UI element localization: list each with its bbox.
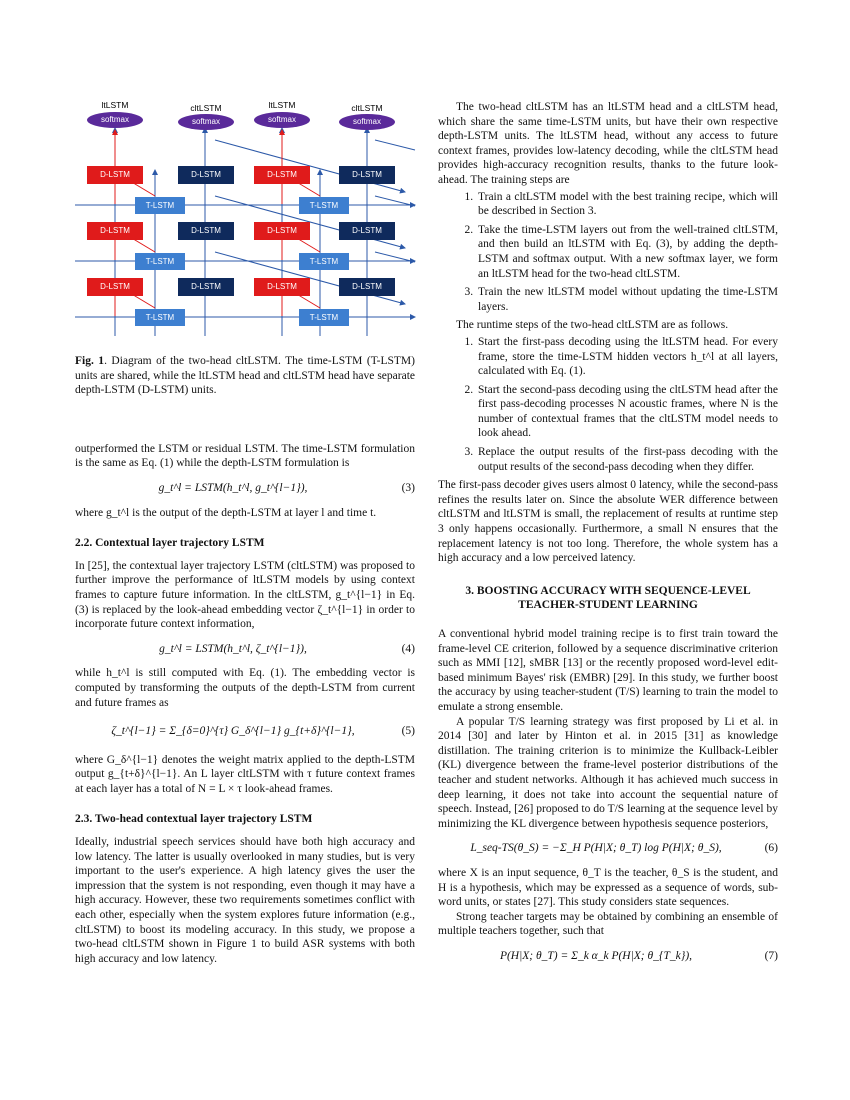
- dlstm-navy-r3-c1: D-LSTM: [178, 278, 234, 296]
- section-heading-3-line-2: TEACHER-STUDENT LEARNING: [518, 599, 698, 612]
- dlstm-navy-r1-c2: D-LSTM: [339, 166, 395, 184]
- softmax-ltlstm-1: softmax: [87, 112, 143, 128]
- left-column: [75, 354, 415, 966]
- tlstm-r1-c1: T-LSTM: [135, 197, 185, 214]
- section-heading-3: [438, 584, 778, 613]
- figure-caption: [75, 354, 415, 398]
- section-heading-3-line-1: 3. BOOSTING ACCURACY WITH SEQUENCE-LEVEL: [465, 584, 751, 597]
- equation-7-body: P(H|X; θ_T) = Σ_k α_k P(H|X; θ_{T_k}),: [499, 949, 693, 962]
- top-label-ltlstm-2: ltLSTM: [268, 100, 296, 110]
- section-heading-2-3: 2.3. Two-head contextual layer trajectory LSTM: [75, 813, 313, 826]
- equation-7-number: (7): [764, 949, 778, 962]
- equation-6-body: L_seq-TS(θ_S) = −Σ_H P(H|X; θ_T) log P(H|X; θ_S),: [470, 842, 722, 855]
- dlstm-red-r1-c1: D-LSTM: [87, 166, 143, 184]
- runtime-step: 2. Start the second-pass decoding using the cltLSTM head after the first pass-decoding processes N acoustic frames, where N is the number of contextual frames that the cltLSTM model needs to look ahead.: [476, 383, 778, 441]
- right-paragraph-3: A conventional hybrid model training recipe is to first train toward the frame-level CE criterion, followed by a sequence discriminative criterion such as MMI [12], sMBR [13] or the recently proposed word-level edit-based minimum Bayes' risk (EMBR) [29]. In this study, we further boost the accuracy by using teacher-student (T/S) learning to train the model to emulate a strong ensemble.: [438, 628, 778, 713]
- section-heading-2-2: 2.2. Contextual layer trajectory LSTM: [75, 537, 265, 550]
- figure-caption-label: Fig. 1: [75, 355, 105, 367]
- equation-6-number: (6): [764, 842, 778, 855]
- dlstm-navy-r2-c2: D-LSTM: [339, 222, 395, 240]
- right-column: [438, 100, 778, 973]
- tlstm-r2-c2: T-LSTM: [299, 253, 349, 270]
- top-label-cltlstm-2: cltLSTM: [351, 103, 383, 113]
- left-paragraph-2: where g_t^l is the output of the depth-LSTM at layer l and time t.: [75, 506, 377, 519]
- softmax-cltlstm-2: softmax: [339, 114, 395, 130]
- dlstm-red-r2-c2: D-LSTM: [254, 222, 310, 240]
- dlstm-red-r2-c1: D-LSTM: [87, 222, 143, 240]
- top-label-cltlstm-1: cltLSTM: [190, 103, 222, 113]
- equation-3: [75, 481, 415, 496]
- dlstm-navy-r2-c1: D-LSTM: [178, 222, 234, 240]
- tlstm-r3-c2: T-LSTM: [299, 309, 349, 326]
- right-paragraph-5: where X is an input sequence, θ_T is the teacher, θ_S is the student, and H is a hypothesis, which may be expressed as a sequence of words, sub-word units, or states [27]. This study considers state sequences.: [438, 866, 778, 909]
- equation-4-number: (4): [401, 642, 415, 655]
- equation-7: [438, 949, 778, 964]
- tlstm-r3-c1: T-LSTM: [135, 309, 185, 326]
- figure-1-diagram: [75, 100, 420, 336]
- training-step: 3. Train the new ltLSTM model without updating the time-LSTM layers.: [476, 285, 778, 314]
- right-paragraph-1: The two-head cltLSTM has an ltLSTM head and a cltLSTM head, which share the same time-LSTM units, but have their own respective depth-LSTM units. The ltLSTM head, without any access to future context frames, provides low-latency decoding, while the cltLSTM head provides high-accuracy recognition results, thanks to the future look-ahead. The training steps are: [438, 101, 778, 186]
- training-steps-list: [438, 190, 778, 315]
- vertical-blue-arrows: [115, 128, 367, 336]
- right-paragraph-4: A popular T/S learning strategy was first proposed by Li et al. in 2014 [30] and later by Hinton et al. in 2015 [31] as knowledge distillation. The training criterion is to minimize the Kullback-Leibler (KL) divergence between the frame-level posterior distributions of the teacher and student networks. Although it has achieved much success in deep learning, it does not take into account the sequential nature of speech. Instead, [26] proposed to do T/S learning at the sequence level by minimizing the KL divergence between hypothesis sequence posteriors,: [438, 715, 778, 830]
- left-paragraph-1: outperformed the LSTM or residual LSTM. The time-LSTM formulation is the same as Eq. (1) while the depth-LSTM formulation is: [75, 442, 415, 470]
- runtime-intro: The runtime steps of the two-head cltLSTM are as follows.: [456, 319, 729, 332]
- training-step: 1. Train a cltLSTM model with the best training recipe, which will be described in Section 3.: [476, 190, 778, 219]
- dlstm-red-r3-c1: D-LSTM: [87, 278, 143, 296]
- left-paragraph-5: where G_δ^{l−1} denotes the weight matrix applied to the depth-LSTM output g_{t+δ}^{l−1}. An L layer cltLSTM with τ future context frames at each layer has a total of N = L × τ look-ahead frames.: [75, 753, 415, 795]
- runtime-step: 3. Replace the output results of the first-pass decoding with the output results of the second-pass decoding when they differ.: [476, 445, 778, 474]
- softmax-cltlstm-1: softmax: [178, 114, 234, 130]
- equation-3-body: g_t^l = LSTM(h_t^l, g_t^{l−1}),: [158, 481, 308, 494]
- equation-6: [438, 841, 778, 856]
- training-step: 2. Take the time-LSTM layers out from the well-trained cltLSTM, and then build an ltLSTM with Eq. (3), by adding the depth-LSTM and softmax output. With a new softmax layer, we form an ltLSTM head for the two-head cltLSTM.: [476, 223, 778, 281]
- softmax-ltlstm-2: softmax: [254, 112, 310, 128]
- dlstm-red-r3-c2: D-LSTM: [254, 278, 310, 296]
- runtime-steps-list: [438, 335, 778, 474]
- left-paragraph-4: while h_t^l is still computed with Eq. (1). The embedding vector is computed by transforming the outputs of the depth-LSTM from current and future frames as: [75, 667, 415, 709]
- right-paragraph-2: The first-pass decoder gives users almost 0 latency, while the second-pass refines the results later on. Since the absolute WER difference between cltLSTM and ltLSTM is small, the replacement of results at runtime step 3 only happens occasionally. Furthermore, a small N ensures that the replacement latency is not too long. Therefore, the whole system has a high accuracy and a low perceived latency.: [438, 479, 779, 565]
- equation-5-body: ζ_t^{l−1} = Σ_{δ=0}^{τ} G_δ^{l−1} g_{t+δ}^{l−1},: [111, 725, 355, 738]
- dlstm-navy-r1-c1: D-LSTM: [178, 166, 234, 184]
- tlstm-r1-c2: T-LSTM: [299, 197, 349, 214]
- left-paragraph-3: In [25], the contextual layer trajectory LSTM (cltLSTM) was proposed to further improve the performance of ltLSTM models by using context frames to capture future information. In the cltLSTM, g_t^{l−1} in Eq. (3) is replaced by the look-ahead embedding vector ζ_t^{l−1} in order to incorporate future context information,: [75, 559, 415, 631]
- figure-1-svg: [75, 100, 420, 336]
- right-paragraph-6: Strong teacher targets may be obtained by combining an ensemble of multiple teachers together, such that: [438, 910, 778, 938]
- equation-4: [75, 642, 415, 657]
- runtime-step: 1. Start the first-pass decoding using the ltLSTM head. For every frame, store the time-LSTM hidden vectors h_t^l at all layers, calculated with Eq. (1).: [476, 335, 778, 379]
- figure-caption-text: . Diagram of the two-head cltLSTM. The time-LSTM (T-LSTM) units are shared, while the ltLSTM head and cltLSTM head have separate depth-LSTM (D-LSTM) units.: [75, 355, 415, 397]
- equation-3-number: (3): [401, 481, 415, 494]
- tlstm-r2-c1: T-LSTM: [135, 253, 185, 270]
- dlstm-red-r1-c2: D-LSTM: [254, 166, 310, 184]
- equation-5: [75, 724, 415, 739]
- equation-5-number: (5): [401, 725, 415, 738]
- equation-4-body: g_t^l = LSTM(h_t^l, ζ_t^{l−1}),: [159, 642, 307, 655]
- dlstm-navy-r3-c2: D-LSTM: [339, 278, 395, 296]
- left-paragraph-6: Ideally, industrial speech services should have both high accuracy and low latency. The latter is usually overlooked in many studies, but is very important to the user's experience. A high latency gives the user the impression that the system is not responding, even though it may have a high accuracy. However, these two requirements sometimes conflict with each other, especially when the system explores future information (e.g., cltLSTM) to boost its modeling accuracy. In this study, we propose a two-head cltLSTM shown in Figure 1 to build ASR systems with both high accuracy and low latency.: [75, 836, 415, 965]
- top-label-ltlstm-1: ltLSTM: [101, 100, 129, 110]
